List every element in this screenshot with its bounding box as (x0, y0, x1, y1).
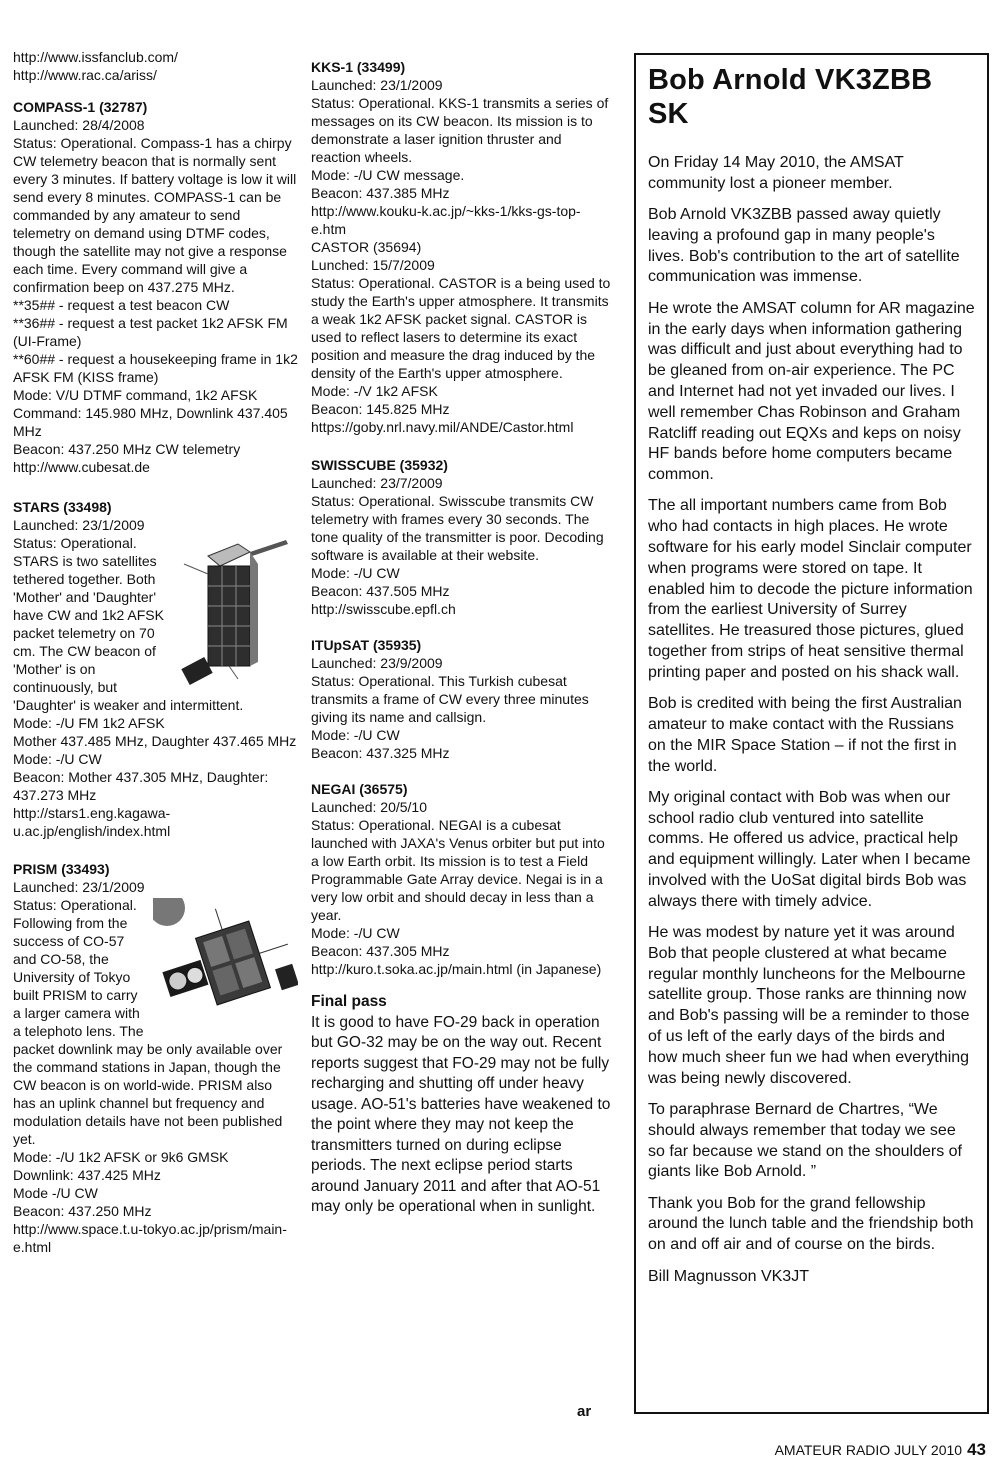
stars-launched: Launched: 23/1/2009 (13, 517, 145, 533)
obituary-paragraph: Bob is credited with being the first Australian amateur to make contact with the Russians on the MIR Space Station – if not the first in the world. (648, 695, 962, 775)
obituary-paragraph: The all important numbers came from Bob who had contacts in high places. He wrote software for his early model Sinclair computer when programs were stored on tape. It enabled him to decode the picture information from the earliest University of Surrey satellites. He treasured those pictures, glued together from strips of heat sensitive thermal printing paper and posted on his shack wall. (648, 497, 973, 681)
stars-frequencies: Mother 437.485 MHz, Daughter 437.465 MHz (13, 733, 297, 749)
swisscube-title: SWISSCUBE (35932) (311, 457, 448, 473)
obituary-paragraph: Thank you Bob for the grand fellowship around the lunch table and the friendship both on and off air and of course on the birds. (648, 1194, 974, 1254)
compass-code: **36## - request a test packet 1k2 AFSK FM (UI-Frame) (13, 315, 288, 349)
prism-status: Status: Operational. Following from the success of CO-57 and CO-58, the University of Tokyo built PRISM to carry a larger camera with a telephoto lens. The packet downlink may be only available over the command stations in Japan, though the CW beacon is on world-wide. PRISM also has an uplink channel but frequency and modulation details have not been published yet. (13, 897, 283, 1147)
section-prism (13, 860, 298, 1256)
swisscube-mode: Mode: -/U CW (311, 565, 400, 581)
compass-code: **60## - request a housekeeping frame in 1k2 AFSK FM (KISS frame) (13, 351, 298, 385)
obituary-title: Bob Arnold VK3ZBB SK (648, 64, 933, 130)
stars-beacon: Beacon: Mother 437.305 MHz, Daughter: 437.273 MHz (13, 769, 269, 803)
castor-mode: Mode: -/V 1k2 AFSK (311, 383, 438, 399)
link-issfanclub[interactable]: http://www.issfanclub.com/ (13, 49, 178, 65)
prism-beacon: Beacon: 437.250 MHz (13, 1203, 152, 1219)
compass-mode: Mode: V/U DTMF command, 1k2 AFSK (13, 387, 258, 403)
swisscube-url[interactable]: http://swisscube.epfl.ch (311, 601, 456, 617)
obituary-paragraph: He was modest by nature yet it was around Bob that people clustered at what became regular monthly luncheons for the Melbourne satellite group. Those ranks are thinning now and Bob's passing will be a reminder to those of us left of the early days of the birds and how much sheer fun we had when everything was being newly discovered. (648, 924, 970, 1087)
page-footer (775, 1440, 986, 1460)
stars-mode: Mode: -/U FM 1k2 AFSK (13, 715, 165, 731)
castor-status: Status: Operational. CASTOR is a being used to study the Earth's upper atmosphere. It transmits a weak 1k2 AFSK packet signal. CASTOR is used to reflect lasers to determine its exact position and measure the drag induced by the density of the Earth's upper atmosphere. (311, 275, 611, 381)
section-final-pass (311, 992, 614, 1218)
compass-status: Status: Operational. Compass-1 has a chirpy CW telemetry beacon that is normally sent every 3 minutes. If battery voltage is low it will send every 8 minutes. COMPASS-1 can be commanded by any amateur to send telemetry on demand using DTMF codes, though the satellite may not give a response each time. Every command will give a confirmation beep on 437.275 MHz. (13, 135, 297, 295)
negai-url[interactable]: http://kuro.t.soka.ac.jp/main.html (in Japanese) (311, 961, 602, 977)
swisscube-status: Status: Operational. Swisscube transmits CW telemetry with frames every 30 seconds. The tone quality of the transmitter is poor. Decoding software is available at their website. (311, 493, 604, 563)
page-number: 43 (967, 1440, 986, 1459)
intro-links (13, 48, 298, 84)
section-castor (311, 238, 614, 436)
obituary-box (634, 53, 989, 1414)
kks-launched: Launched: 23/1/2009 (311, 77, 443, 93)
kks-mode: Mode: -/U CW message. (311, 167, 465, 183)
itupsat-status: Status: Operational. This Turkish cubesat transmits a frame of CW every three minutes giving its name and callsign. (311, 673, 589, 725)
compass-launched: Launched: 28/4/2008 (13, 117, 145, 133)
section-itupsat (311, 636, 614, 762)
column-middle (311, 58, 614, 1218)
section-swisscube (311, 456, 614, 618)
obituary-paragraph: My original contact with Bob was when our school radio club ventured into satellite comms. He offered us advice, practical help and equipment willingly. Later when I became involved with the UoSat digital birds Bob was always there with timely advice. (648, 788, 971, 910)
castor-launched: Lunched: 15/7/2009 (311, 257, 435, 273)
swisscube-beacon: Beacon: 437.505 MHz (311, 583, 450, 599)
negai-status: Status: Operational. NEGAI is a cubesat launched with JAXA's Venus orbiter but put into a low Earth orbit. Its mission is to test a Field Programmable Gate Array device. Negai is in a very low orbit and should decay in less than a year. (311, 817, 605, 923)
prism-mode: Mode: -/U 1k2 AFSK or 9k6 GMSK (13, 1149, 229, 1165)
article-end-mark: ar (577, 1403, 592, 1420)
negai-mode: Mode: -/U CW (311, 925, 400, 941)
section-negai (311, 780, 614, 978)
compass-code: **35## - request a test beacon CW (13, 297, 230, 313)
itupsat-mode: Mode: -/U CW (311, 727, 400, 743)
prism-launched: Launched: 23/1/2009 (13, 879, 145, 895)
section-compass (13, 98, 298, 476)
final-pass-body: It is good to have FO-29 back in operation but GO-32 may be on the way out. Recent reports suggest that FO-29 may not be fully recharging and shutting off under heavy usage. AO-51's batteries have weakened to the point where they may not keep the transmitters turned on during eclipse periods. The next eclipse period starts around January 2011 and after that AO-51 may only be operational when in sunlight. (311, 1013, 611, 1215)
prism-mode-cw: Mode -/U CW (13, 1185, 98, 1201)
prism-url[interactable]: http://www.space.t.u-tokyo.ac.jp/prism/main-e.html (13, 1221, 287, 1255)
publication-name: AMATEUR RADIO JULY 2010 (774, 1442, 963, 1458)
swisscube-launched: Launched: 23/7/2009 (311, 475, 443, 491)
compass-command: Command: 145.980 MHz, Downlink 437.405 MHz (13, 405, 288, 439)
stars-url[interactable]: http://stars1.eng.kagawa-u.ac.jp/english/index.html (13, 805, 171, 839)
section-kks (311, 58, 614, 238)
section-stars (13, 498, 298, 840)
final-pass-title: Final pass (311, 993, 387, 1010)
stars-status: Status: Operational. STARS is two satellites tethered together. Both 'Mother' and 'Daughter' have CW and 1k2 AFSK packet telemetry on 70 cm. The CW beacon of 'Mother' is on continuously, but 'Daughter' is weaker and intermittent. (13, 535, 244, 713)
kks-url[interactable]: http://www.kouku-k.ac.jp/~kks-1/kks-gs-top-e.htm (311, 203, 581, 237)
itupsat-title: ITUpSAT (35935) (311, 637, 422, 653)
castor-beacon: Beacon: 145.825 MHz (311, 401, 450, 417)
compass-url[interactable]: http://www.cubesat.de (13, 459, 150, 475)
obituary-paragraph: On Friday 14 May 2010, the AMSAT community lost a pioneer member. (648, 154, 904, 192)
prism-downlink: Downlink: 437.425 MHz (13, 1167, 161, 1183)
obituary-paragraph: He wrote the AMSAT column for AR magazine in the early days when information gathering was difficult and just about everything had to be gleaned from on-air experience. The PC and Internet had not yet invaded our lives. I well remember Chas Robinson and Graham Ratcliff reading out EQXs and keps on noisy HF bands before home computers became common. (648, 299, 975, 484)
column-left (13, 48, 298, 1256)
obituary-paragraph: To paraphrase Bernard de Chartres, “We should always remember that today we see so far because we stand on the shoulders of giants like Bob Arnold. ” (648, 1100, 962, 1181)
itupsat-beacon: Beacon: 437.325 MHz (311, 745, 450, 761)
compass-title: COMPASS-1 (32787) (13, 99, 148, 115)
stars-mode-cw: Mode: -/U CW (13, 751, 102, 767)
negai-beacon: Beacon: 437.305 MHz (311, 943, 450, 959)
negai-title: NEGAI (36575) (311, 781, 408, 797)
kks-beacon: Beacon: 437.385 MHz (311, 185, 450, 201)
stars-title: STARS (33498) (13, 499, 112, 515)
castor-title: CASTOR (35694) (311, 239, 422, 255)
prism-title: PRISM (33493) (13, 861, 110, 877)
stars-satellite-image (178, 534, 298, 689)
kks-title: KKS-1 (33499) (311, 59, 406, 75)
compass-beacon: Beacon: 437.250 MHz CW telemetry (13, 441, 241, 457)
obituary-signature: Bill Magnusson VK3JT (648, 1267, 809, 1285)
castor-url[interactable]: https://goby.nrl.navy.mil/ANDE/Castor.html (311, 419, 574, 435)
negai-launched: Launched: 20/5/10 (311, 799, 427, 815)
link-rac-ariss[interactable]: http://www.rac.ca/ariss/ (13, 67, 157, 83)
obituary-paragraph: Bob Arnold VK3ZBB passed away quietly leaving a profound gap in many people's lives. Bob's contribution to the art of satellite communication was immense. (648, 206, 960, 286)
prism-satellite-image (153, 898, 298, 1038)
itupsat-launched: Launched: 23/9/2009 (311, 655, 443, 671)
kks-status: Status: Operational. KKS-1 transmits a series of messages on its CW beacon. Its mission is to demonstrate a laser ignition thruster and reaction wheels. (311, 95, 609, 165)
